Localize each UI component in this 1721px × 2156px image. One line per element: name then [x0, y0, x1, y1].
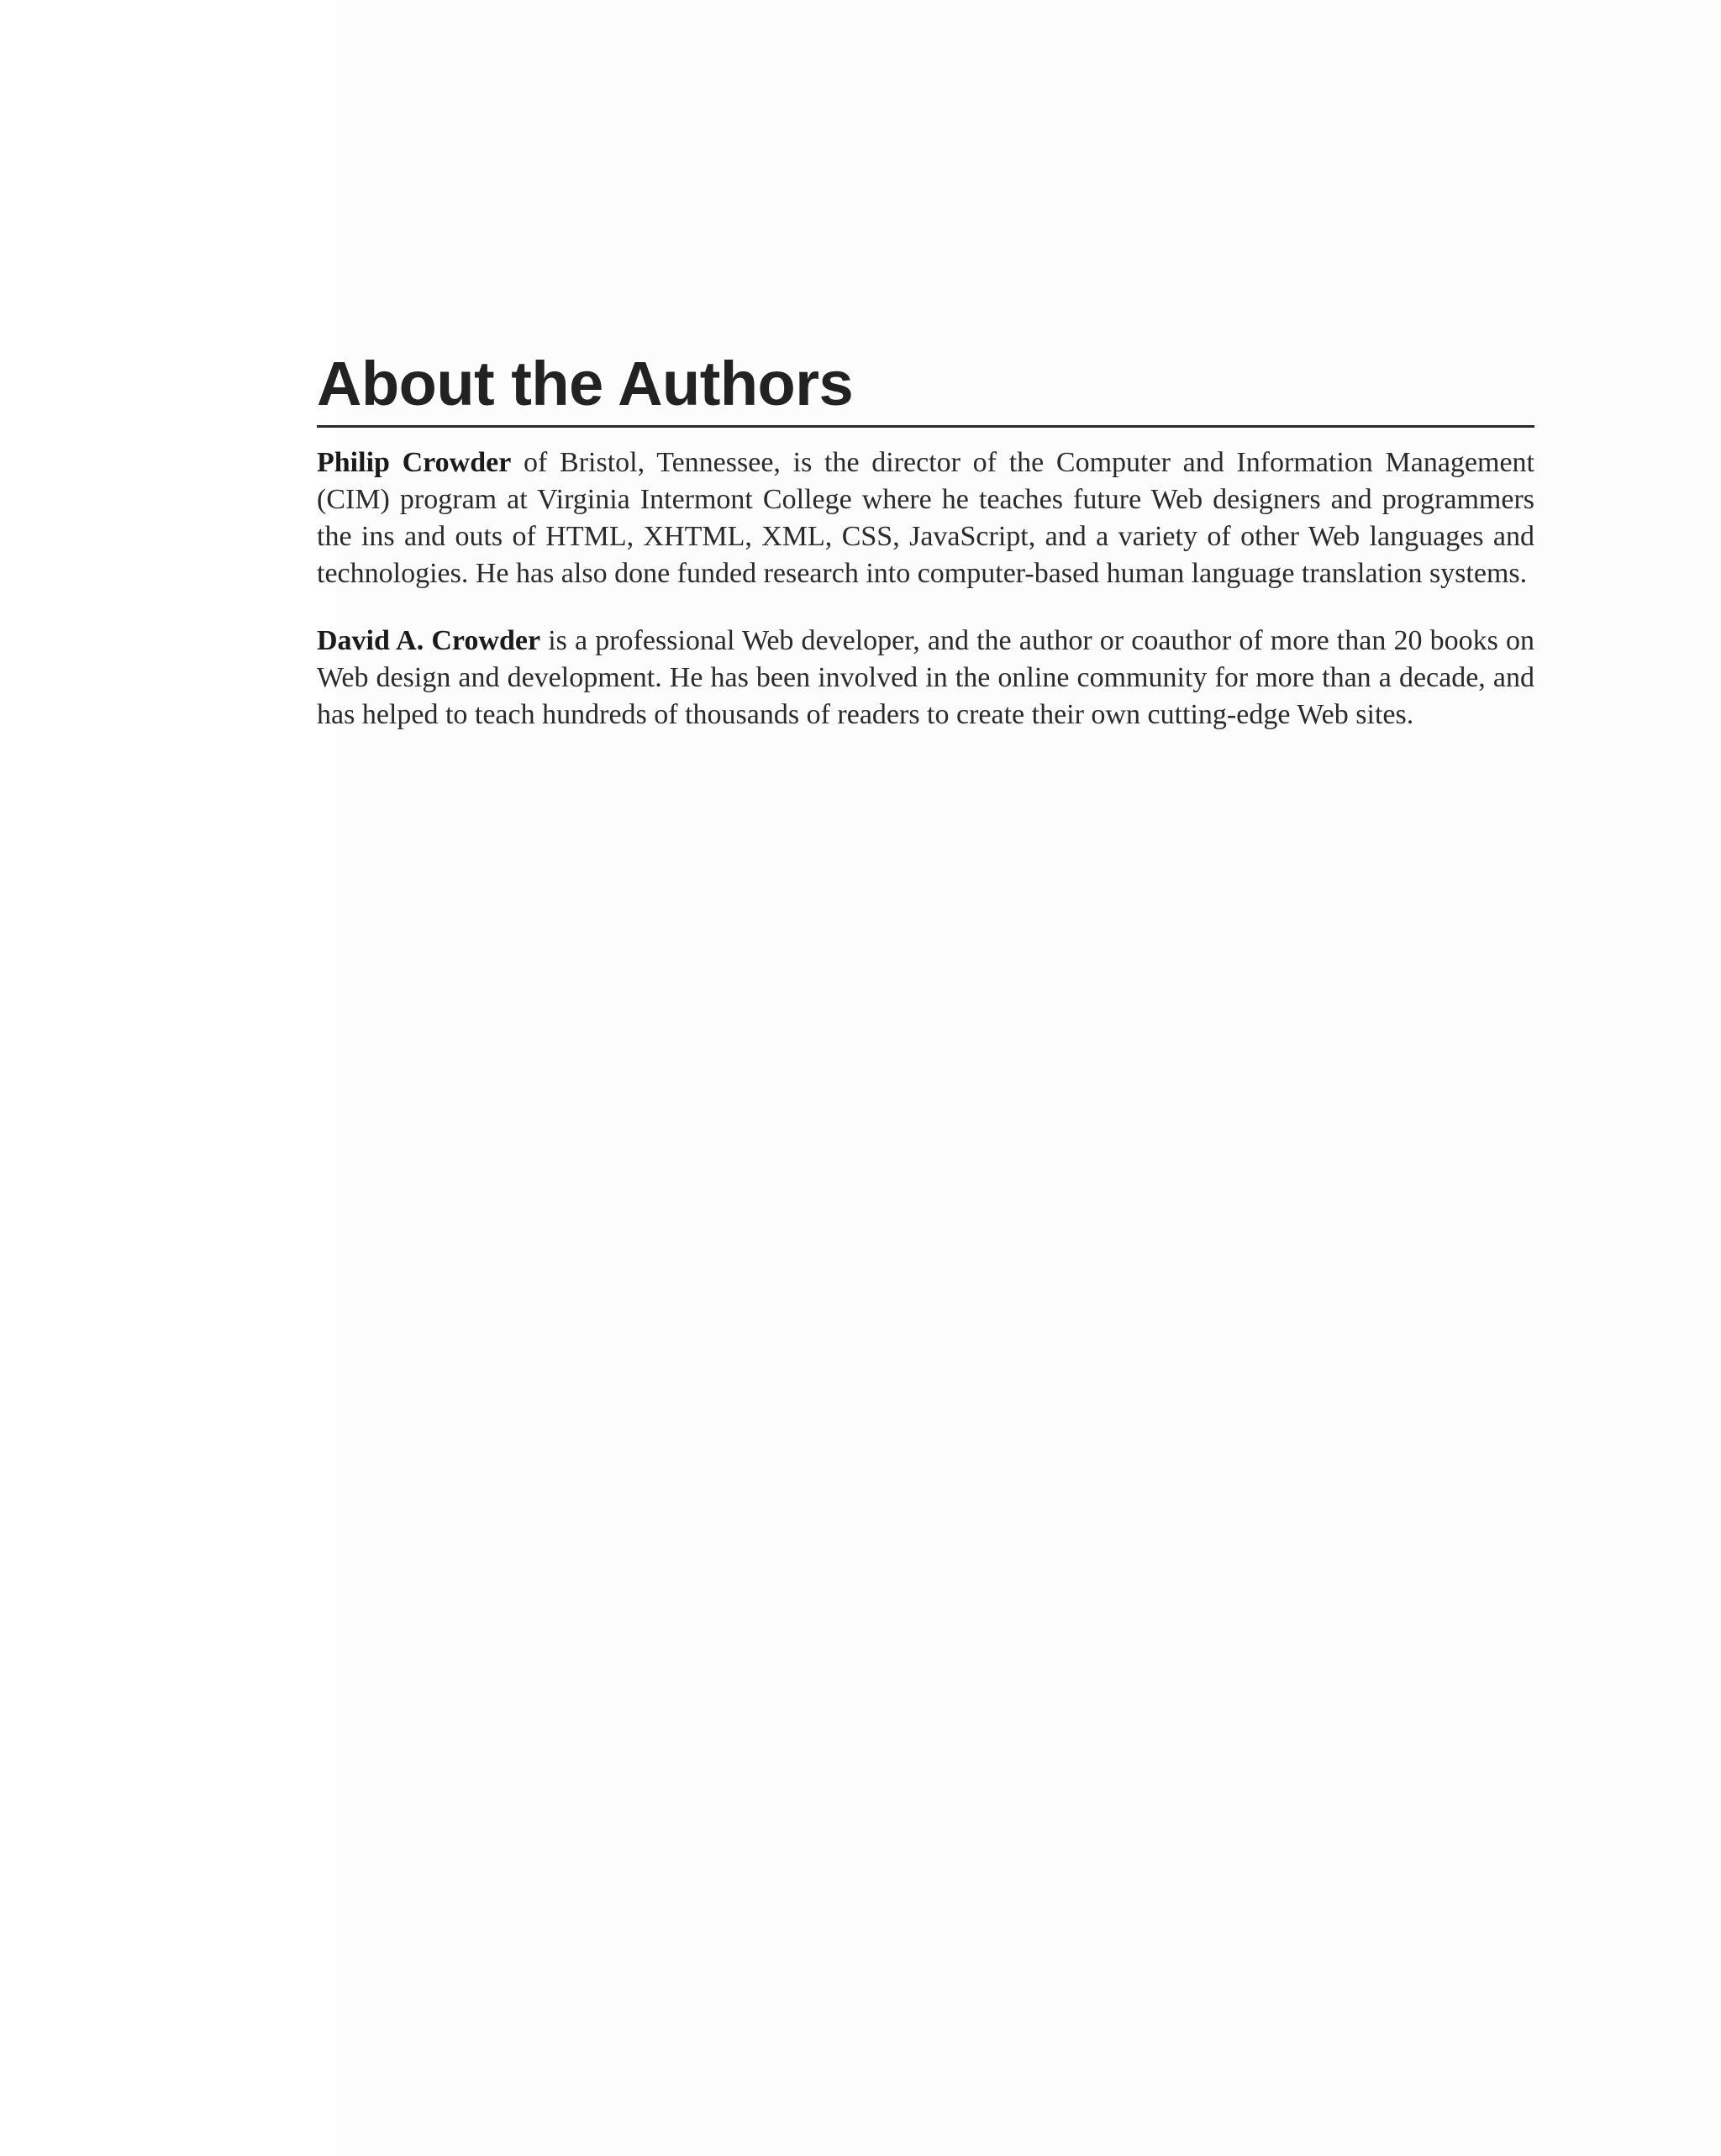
author-name: Philip Crowder: [317, 447, 512, 478]
page-background: [336, 0, 1721, 2156]
author-bio-text: of Bristol, Tennessee, is the director of the Computer and Information Management (CIM) program at Virginia Intermont College where he teaches future Web designers and programmers the ins and outs of HTML, XHTML, XML, CSS, JavaScript, and a variety of other Web languages and technologies. He has also done funded research into computer-based human language translation systems.: [317, 447, 1534, 589]
about-authors-section: [317, 349, 1534, 764]
author-bio-philip: [317, 444, 1534, 592]
author-bio-david: [317, 623, 1534, 734]
author-bio-text: is a professional Web developer, and the author or coauthor of more than 20 books on Web design and development. He has been involved in the online community for more than a decade, and has helped to teach hundreds of thousands of readers to create their own cutting-edge Web sites.: [317, 625, 1534, 730]
author-name: David A. Crowder: [317, 625, 541, 656]
page-title: About the Authors: [317, 349, 854, 418]
title-divider: [317, 425, 1534, 428]
